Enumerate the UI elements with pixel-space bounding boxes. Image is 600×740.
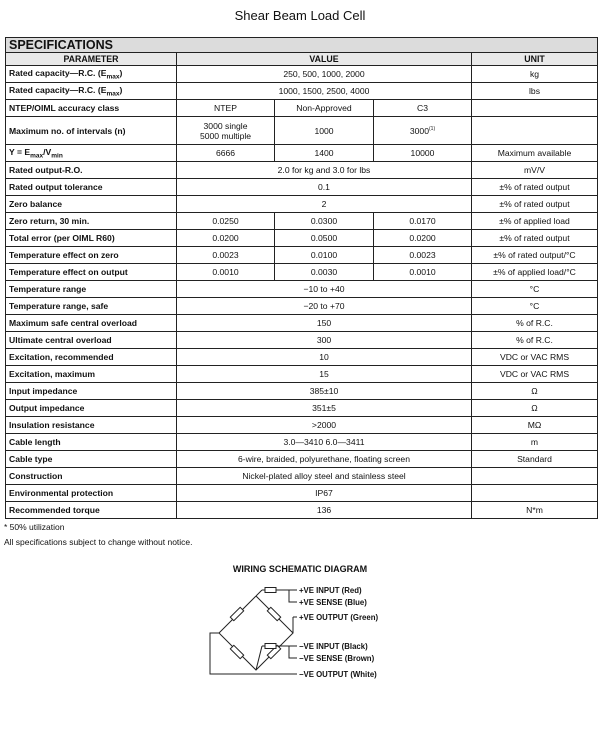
parameter-cell: Rated output-R.O. xyxy=(6,162,177,179)
value-cell: 1000 xyxy=(275,117,374,145)
unit-cell: N*m xyxy=(472,502,598,519)
parameter-cell: $Y = E_{max}/V_{min}$ xyxy=(6,145,177,162)
parameter-cell: Ultimate central overload xyxy=(6,332,177,349)
wire-label: −VE OUTPUT (White) xyxy=(299,670,377,679)
value-cell: 6-wire, braided, polyurethane, floating screen xyxy=(177,451,472,468)
header-value: VALUE xyxy=(177,53,472,66)
unit-cell: ±% of rated output xyxy=(472,230,598,247)
wire-label: +VE SENSE (Blue) xyxy=(299,598,367,607)
parameter-cell: Rated capacity—R.C. $(E_{max})$ xyxy=(6,66,177,83)
value-cell: 0.0030 xyxy=(275,264,374,281)
wire-top xyxy=(256,590,262,596)
parameter-cell: Zero return, 30 min. xyxy=(6,213,177,230)
resistor-pos-input xyxy=(265,588,276,593)
parameter-cell: Zero balance xyxy=(6,196,177,213)
unit-cell: VDC or VAC RMS xyxy=(472,349,598,366)
value-cell: 3000 single 5000 multiple xyxy=(177,117,275,145)
parameter-cell: Temperature range xyxy=(6,281,177,298)
unit-cell: lbs xyxy=(472,83,598,100)
value-cell: 0.0250 xyxy=(177,213,275,230)
value-cell: 10000 xyxy=(374,145,472,162)
wire-neg-sense xyxy=(289,646,297,658)
unit-cell: % of R.C. xyxy=(472,332,598,349)
value-cell: 2 xyxy=(177,196,472,213)
resistor-neg-input xyxy=(265,644,276,649)
unit-cell: Maximum available xyxy=(472,145,598,162)
unit-cell: ±% of rated output/°C xyxy=(472,247,598,264)
value-cell: 3.0—3410 6.0—3411 xyxy=(177,434,472,451)
wire-label: −VE INPUT (Black) xyxy=(299,642,368,651)
unit-cell: Standard xyxy=(472,451,598,468)
parameter-cell: Insulation resistance xyxy=(6,417,177,434)
parameter-subscript: max xyxy=(106,90,120,98)
parameter-cell: Input impedance xyxy=(6,383,177,400)
value-cell: 3000$^{(1)}$ xyxy=(374,117,472,145)
value-cell: 300 xyxy=(177,332,472,349)
value-cell: 0.0200 xyxy=(177,230,275,247)
value-cell: 1400 xyxy=(275,145,374,162)
unit-cell: % of R.C. xyxy=(472,315,598,332)
parameter-cell: Environmental protection xyxy=(6,485,177,502)
value-cell: 0.0023 xyxy=(177,247,275,264)
unit-cell: ±% of applied load/°C xyxy=(472,264,598,281)
footnote-mark: (1) xyxy=(429,125,436,132)
unit-cell: VDC or VAC RMS xyxy=(472,366,598,383)
wire-label: −VE SENSE (Brown) xyxy=(299,654,375,663)
value-cell: 0.0010 xyxy=(177,264,275,281)
parameter-cell: Construction xyxy=(6,468,177,485)
value-cell: 385±10 xyxy=(177,383,472,400)
parameter-subscript: max xyxy=(30,152,44,160)
header-parameter: PARAMETER xyxy=(6,53,177,66)
header-unit: UNIT xyxy=(472,53,598,66)
value-cell: Non-Approved xyxy=(275,100,374,117)
value-cell: 2.0 for kg and 3.0 for lbs xyxy=(177,162,472,179)
value-cell: C3 xyxy=(374,100,472,117)
value-cell: 0.0500 xyxy=(275,230,374,247)
value-cell: >2000 xyxy=(177,417,472,434)
value-cell: 0.0300 xyxy=(275,213,374,230)
parameter-cell: Total error (per OIML R60) xyxy=(6,230,177,247)
parameter-cell: Temperature effect on output xyxy=(6,264,177,281)
parameter-cell: Recommended torque xyxy=(6,502,177,519)
resistor-3 xyxy=(230,645,243,658)
value-cell: 0.0100 xyxy=(275,247,374,264)
value-cell: 15 xyxy=(177,366,472,383)
wire-label: +VE INPUT (Red) xyxy=(299,586,362,595)
unit-cell: ±% of applied load xyxy=(472,213,598,230)
unit-cell: MΩ xyxy=(472,417,598,434)
value-cell: 0.0170 xyxy=(374,213,472,230)
unit-cell: mV/V xyxy=(472,162,598,179)
unit-cell: ±% of rated output xyxy=(472,179,598,196)
unit-cell: ±% of rated output xyxy=(472,196,598,213)
value-cell: −20 to +70 xyxy=(177,298,472,315)
unit-cell: Ω xyxy=(472,400,598,417)
parameter-cell: Maximum no. of intervals (n) xyxy=(6,117,177,145)
value-cell: 0.0010 xyxy=(374,264,472,281)
unit-cell: °C xyxy=(472,298,598,315)
value-cell: NTEP xyxy=(177,100,275,117)
page-title: Shear Beam Load Cell xyxy=(234,8,366,23)
bridge-outline xyxy=(219,596,293,670)
unit-cell: Ω xyxy=(472,383,598,400)
parameter-cell: Output impedance xyxy=(6,400,177,417)
value-cell: 0.0023 xyxy=(374,247,472,264)
value-cell: 0.1 xyxy=(177,179,472,196)
value-cell: 0.0200 xyxy=(374,230,472,247)
value-cell: 1000, 1500, 2500, 4000 xyxy=(177,83,472,100)
unit-cell: kg xyxy=(472,66,598,83)
value-cell: IP67 xyxy=(177,485,472,502)
parameter-cell: Excitation, recommended xyxy=(6,349,177,366)
value-cell: −10 to +40 xyxy=(177,281,472,298)
parameter-cell: Temperature range, safe xyxy=(6,298,177,315)
unit-cell: m xyxy=(472,434,598,451)
value-cell: 10 xyxy=(177,349,472,366)
parameter-cell: NTEP/OIML accuracy class xyxy=(6,100,177,117)
parameter-cell: Rated output tolerance xyxy=(6,179,177,196)
wire-pos-sense xyxy=(289,590,297,602)
value-cell: 136 xyxy=(177,502,472,519)
unit-cell: °C xyxy=(472,281,598,298)
wiring-title: WIRING SCHEMATIC DIAGRAM xyxy=(232,564,368,574)
table-banner: SPECIFICATIONS xyxy=(6,38,598,53)
resistor-1 xyxy=(230,607,243,620)
parameter-cell: Excitation, maximum xyxy=(6,366,177,383)
value-cell: 250, 500, 1000, 2000 xyxy=(177,66,472,83)
parameter-cell: Maximum safe central overload xyxy=(6,315,177,332)
value-cell: 6666 xyxy=(177,145,275,162)
parameter-subscript: min xyxy=(51,152,63,160)
parameter-cell: Cable type xyxy=(6,451,177,468)
disclaimer: All specifications subject to change without notice. xyxy=(4,537,193,547)
parameter-cell: Temperature effect on zero xyxy=(6,247,177,264)
parameter-cell: Cable length xyxy=(6,434,177,451)
value-cell: 150 xyxy=(177,315,472,332)
resistor-2 xyxy=(267,607,280,620)
parameter-subscript: max xyxy=(106,73,120,81)
footnote: * 50% utilization xyxy=(4,522,65,532)
parameter-cell: Rated capacity—R.C. $(E_{max})$ xyxy=(6,83,177,100)
value-cell: 351±5 xyxy=(177,400,472,417)
value-cell: Nickel-plated alloy steel and stainless steel xyxy=(177,468,472,485)
wire-label: +VE OUTPUT (Green) xyxy=(299,613,379,622)
